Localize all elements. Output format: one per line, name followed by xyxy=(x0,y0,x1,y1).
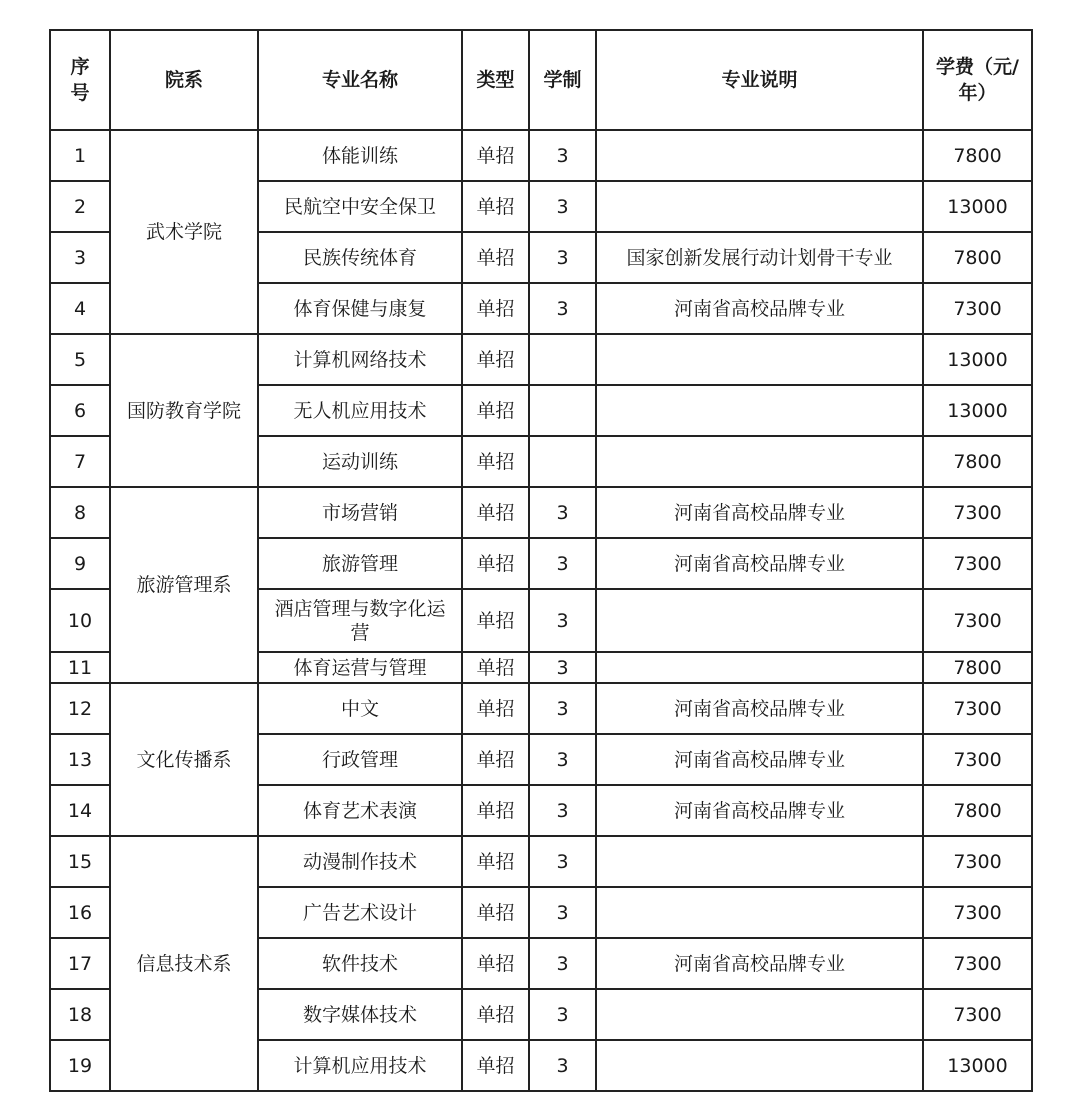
cell-no: 9 xyxy=(50,538,110,589)
cell-major: 计算机网络技术 xyxy=(258,334,462,385)
table-row xyxy=(50,130,1032,181)
cell-major: 体育保健与康复 xyxy=(258,283,462,334)
cell-note: 河南省高校品牌专业 xyxy=(596,683,923,734)
cell-type: 单招 xyxy=(462,887,529,938)
table-row xyxy=(50,683,1032,734)
cell-years: 3 xyxy=(529,652,596,683)
cell-type: 单招 xyxy=(462,232,529,283)
cell-major: 体能训练 xyxy=(258,130,462,181)
cell-no: 8 xyxy=(50,487,110,538)
header-fee: 学费（元/年） xyxy=(923,30,1032,130)
cell-no: 10 xyxy=(50,589,110,652)
cell-years: 3 xyxy=(529,181,596,232)
cell-fee: 7800 xyxy=(923,130,1032,181)
cell-years: 3 xyxy=(529,589,596,652)
cell-no: 19 xyxy=(50,1040,110,1091)
cell-fee: 7300 xyxy=(923,938,1032,989)
cell-type: 单招 xyxy=(462,436,529,487)
cell-note xyxy=(596,334,923,385)
cell-no: 5 xyxy=(50,334,110,385)
majors-table xyxy=(49,29,1033,1092)
cell-note: 国家创新发展行动计划骨干专业 xyxy=(596,232,923,283)
cell-major: 体育艺术表演 xyxy=(258,785,462,836)
cell-fee: 7300 xyxy=(923,538,1032,589)
cell-type: 单招 xyxy=(462,334,529,385)
cell-fee: 13000 xyxy=(923,181,1032,232)
header-dept: 院系 xyxy=(110,30,258,130)
cell-years: 3 xyxy=(529,836,596,887)
cell-note: 河南省高校品牌专业 xyxy=(596,938,923,989)
cell-no: 13 xyxy=(50,734,110,785)
cell-major: 数字媒体技术 xyxy=(258,989,462,1040)
cell-note xyxy=(596,989,923,1040)
cell-dept: 武术学院 xyxy=(110,130,258,334)
cell-no: 7 xyxy=(50,436,110,487)
cell-note xyxy=(596,652,923,683)
cell-type: 单招 xyxy=(462,785,529,836)
cell-major: 酒店管理与数字化运营 xyxy=(258,589,462,652)
cell-type: 单招 xyxy=(462,652,529,683)
cell-fee: 7300 xyxy=(923,887,1032,938)
cell-years: 3 xyxy=(529,232,596,283)
cell-fee: 7300 xyxy=(923,734,1032,785)
header-type: 类型 xyxy=(462,30,529,130)
cell-major: 中文 xyxy=(258,683,462,734)
cell-note xyxy=(596,130,923,181)
cell-type: 单招 xyxy=(462,734,529,785)
cell-years: 3 xyxy=(529,487,596,538)
cell-major: 运动训练 xyxy=(258,436,462,487)
cell-note xyxy=(596,589,923,652)
header-row xyxy=(50,30,1032,130)
cell-note: 河南省高校品牌专业 xyxy=(596,487,923,538)
cell-years: 3 xyxy=(529,785,596,836)
cell-dept: 文化传播系 xyxy=(110,683,258,836)
cell-no: 4 xyxy=(50,283,110,334)
cell-note xyxy=(596,385,923,436)
cell-type: 单招 xyxy=(462,683,529,734)
cell-fee: 13000 xyxy=(923,334,1032,385)
cell-major: 行政管理 xyxy=(258,734,462,785)
cell-no: 11 xyxy=(50,652,110,683)
cell-note xyxy=(596,181,923,232)
cell-no: 12 xyxy=(50,683,110,734)
majors-table-container xyxy=(49,29,1033,1092)
cell-no: 18 xyxy=(50,989,110,1040)
cell-no: 2 xyxy=(50,181,110,232)
header-no: 序号 xyxy=(50,30,110,130)
cell-fee: 13000 xyxy=(923,385,1032,436)
cell-major: 动漫制作技术 xyxy=(258,836,462,887)
cell-note: 河南省高校品牌专业 xyxy=(596,785,923,836)
cell-years: 3 xyxy=(529,130,596,181)
cell-dept: 旅游管理系 xyxy=(110,487,258,683)
cell-fee: 7800 xyxy=(923,436,1032,487)
cell-years: 3 xyxy=(529,989,596,1040)
cell-years: 3 xyxy=(529,1040,596,1091)
cell-dept: 信息技术系 xyxy=(110,836,258,1091)
cell-fee: 7300 xyxy=(923,989,1032,1040)
header-years: 学制 xyxy=(529,30,596,130)
cell-type: 单招 xyxy=(462,385,529,436)
cell-note: 河南省高校品牌专业 xyxy=(596,538,923,589)
cell-dept: 国防教育学院 xyxy=(110,334,258,487)
cell-fee: 7800 xyxy=(923,652,1032,683)
cell-major: 广告艺术设计 xyxy=(258,887,462,938)
cell-type: 单招 xyxy=(462,538,529,589)
cell-type: 单招 xyxy=(462,130,529,181)
cell-major: 体育运营与管理 xyxy=(258,652,462,683)
cell-years xyxy=(529,334,596,385)
table-row xyxy=(50,836,1032,887)
cell-type: 单招 xyxy=(462,283,529,334)
cell-no: 16 xyxy=(50,887,110,938)
cell-major: 民族传统体育 xyxy=(258,232,462,283)
cell-type: 单招 xyxy=(462,1040,529,1091)
cell-fee: 7300 xyxy=(923,487,1032,538)
cell-fee: 13000 xyxy=(923,1040,1032,1091)
cell-years: 3 xyxy=(529,538,596,589)
cell-type: 单招 xyxy=(462,181,529,232)
cell-no: 15 xyxy=(50,836,110,887)
cell-years: 3 xyxy=(529,734,596,785)
table-row xyxy=(50,487,1032,538)
cell-no: 6 xyxy=(50,385,110,436)
cell-type: 单招 xyxy=(462,836,529,887)
cell-type: 单招 xyxy=(462,989,529,1040)
cell-years: 3 xyxy=(529,683,596,734)
cell-fee: 7300 xyxy=(923,836,1032,887)
cell-major: 计算机应用技术 xyxy=(258,1040,462,1091)
cell-note xyxy=(596,836,923,887)
cell-no: 14 xyxy=(50,785,110,836)
cell-years: 3 xyxy=(529,283,596,334)
cell-major: 软件技术 xyxy=(258,938,462,989)
cell-fee: 7300 xyxy=(923,283,1032,334)
cell-type: 单招 xyxy=(462,589,529,652)
header-note: 专业说明 xyxy=(596,30,923,130)
cell-years xyxy=(529,385,596,436)
cell-note xyxy=(596,436,923,487)
cell-note xyxy=(596,1040,923,1091)
cell-major: 无人机应用技术 xyxy=(258,385,462,436)
cell-years xyxy=(529,436,596,487)
table-row xyxy=(50,334,1032,385)
cell-fee: 7800 xyxy=(923,232,1032,283)
cell-type: 单招 xyxy=(462,938,529,989)
cell-note: 河南省高校品牌专业 xyxy=(596,283,923,334)
cell-note: 河南省高校品牌专业 xyxy=(596,734,923,785)
cell-fee: 7300 xyxy=(923,589,1032,652)
cell-no: 1 xyxy=(50,130,110,181)
cell-no: 17 xyxy=(50,938,110,989)
cell-years: 3 xyxy=(529,887,596,938)
cell-note xyxy=(596,887,923,938)
cell-type: 单招 xyxy=(462,487,529,538)
cell-years: 3 xyxy=(529,938,596,989)
cell-fee: 7800 xyxy=(923,785,1032,836)
cell-no: 3 xyxy=(50,232,110,283)
cell-major: 旅游管理 xyxy=(258,538,462,589)
header-major: 专业名称 xyxy=(258,30,462,130)
cell-major: 民航空中安全保卫 xyxy=(258,181,462,232)
cell-fee: 7300 xyxy=(923,683,1032,734)
cell-major: 市场营销 xyxy=(258,487,462,538)
